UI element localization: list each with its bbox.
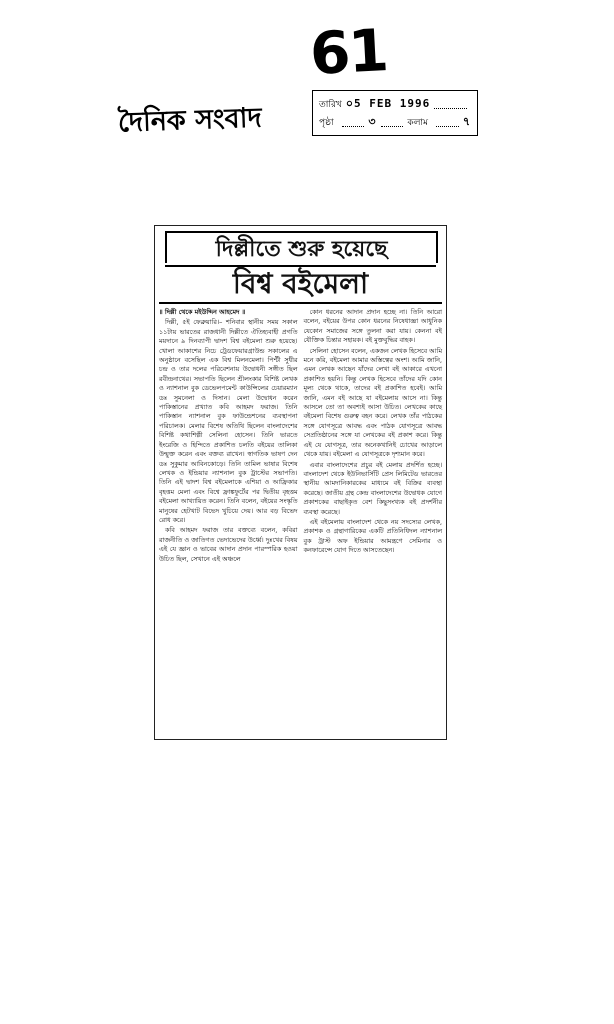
newspaper-clipping <box>154 225 447 740</box>
article-byline: ॥ দিল্লী থেকে মইউদ্দিন আহমেদ ॥ <box>159 308 246 316</box>
article-paragraph: কবি আহমদ ফরাজ তার বক্তব্যে বলেন, কবিরা রাজনীতি ও জাতিগত ভেদাভেদের উর্ধ্বে। দুঃখের বিষয় এই যে জ্ঞান ও ভাবের আদান প্রদান পারস্পরিক হওয়া উচিত ছিল, সেখানে এই অঞ্চলে <box>159 526 298 563</box>
date-stamp <box>312 90 478 136</box>
date-value: ০5 FEB 1996 <box>345 96 431 110</box>
page-value: ৩ <box>368 114 377 128</box>
headline-box <box>165 231 438 263</box>
article-paragraph: সেলিনা হোসেন বলেন, একজন লেখক হিসেবে আমি মনে করি, বইমেলা আমার অস্তিত্বের অংশ। আমি জানি, এমন লেখক আছেন যাঁদের লেখা বই আকারে এখনো প্রকাশিত হয়নি। কিন্তু লেখক হিসেবে তাঁদের যদি কোন মূল্য থেকে থাকে, তাদের বই প্রকাশিত হবেই। আমি জানি, এমন বই আছে যা বইমেলায় আসে না। কিন্তু আসলে তো তা অবশ্যই আসা উচিত। লেখকের কাছে বইমেলা বিশেষ গুরুত্ব বহন করে। লেখক তাঁর পাঠকের সঙ্গে যোগসূত্রে আবদ্ধ এবং পাঠক যোগসূত্রে আবদ্ধ সেপ্রতিষ্ঠানের সঙ্গে যা লেখকের বই প্রকাশ করে। কিন্তু এই যে যোগসূত্র, তার অনেকখানিই চোখের আড়ালে থেকে যায়। বইমেলা এ যোগসূত্রকে দৃশ্যমান করে। <box>303 346 442 459</box>
page-fill-line-2 <box>381 118 404 127</box>
article-left-column <box>159 308 298 565</box>
article-right-column <box>304 308 443 565</box>
headline-line-1: দিল্লীতে শুরু হয়েছে <box>215 237 388 262</box>
article-paragraph: এবার বাংলাদেশের প্রচুর বই মেলায় প্রদর্শিত হচ্ছে। বাংলাদেশ থেকে ইউনিভার্সিটি প্রেস লিমিটেড ভারতের স্থানীয় আমদানিকারকের মাধ্যমে বই বিক্রির ব্যবস্থা করেছে। জাতীয় গ্রন্থ কেন্দ্র বাংলাদেশের উদ্বোধক যোগে প্রকাশকের বাছাইকৃত বেশ কিছুসংখ্যক বই প্রদর্শনীর ব্যবস্থা করেছে। <box>303 460 442 516</box>
column-value: ৭ <box>462 114 472 128</box>
date-row <box>319 95 471 113</box>
headline-line-2: বিশ্ব বইমেলা <box>232 267 369 300</box>
article-paragraph: দিল্লী, ৫ই ফেব্রুয়ারি।– শনিবার স্থানীয় সময় সকাল ১১টায় ভারতের রাজধানী দিল্লীতে ঐতিহ্যবাহী প্রগতি ময়দানে ৯ দিনব্যাপী দ্বাদশ বিশ্ব বইমেলা শুরু হয়েছে। খোলা আকাশের নিচে ট্রেডফেয়ারগ্রাউন্ড সকালের এ অনুষ্ঠানে বসেছিল এক বিশ্ব মিলনমেলা। পিন্টী সুধীর চন্দ্র ও তার দলের পরিবেশনায় উদ্বোধনী সঙ্গীত ছিল রবীন্দ্রনাথের। সভাপতি ছিলেন শ্রীলংকার বিশিষ্ট লেখক ও ন্যাশনাল বুক ডেভেলপমেন্ট কাউন্সিলের চেয়ারম্যান ডঃ সুমনেলা ও দিসান। মেলা উদ্বোধন করেন পাকিস্তানের প্রখ্যাত কবি আহমদ ফরাজ। তিনি পাকিস্তান ন্যাশনাল বুক ফাউন্ডেশনের ব্যবস্থাপনা পরিচালক। মেলার বিশেষ অতিথি ছিলেন বাংলাদেশের বিশিষ্ট কথাশিল্পী সেলিনা হোসেন। তিনি ভারতে ইংরেজি ও হিন্দিতে প্রকাশিত চলতি বইয়ের তালিকা উন্মুক্ত করেন এবং বক্তব্য রাখেন। স্বাগতিক ভাষণ দেন ডঃ সুকুমার আবিনকোড়ে। তিনি তামিল ভাষার বিশেষ লেখক ও ইন্ডিয়ার ন্যাশনাল বুক ট্রাস্টের সভাপতি। তিনি এই দ্বাদশ বিশ্ব বইমেলাকে এশিয়া ও আফ্রিকার বৃহত্তম মেলা এবং বিশ্বে ফ্রাঙ্কফুর্টের পর দ্বিতীয় বৃহত্তম বইমেলা আখ্যায়িত করেন। তিনি বলেন, বইয়ের সংস্কৃতি মানুষের হেটখাট বিভেদ খুচিয়ে দেয়। আর বড় বিভেদ রোধ করে। <box>159 318 298 524</box>
date-label: তারিখ <box>319 99 342 110</box>
newspaper-masthead: দৈনিক সংবাদ <box>117 102 263 139</box>
date-fill-line <box>434 100 467 109</box>
page-column-row <box>319 113 471 131</box>
article-paragraph: এই বইমেলায় বাংলাদেশ থেকে নয় সদস্যের লেখক, প্রকাশক ও গ্রন্থাগারিকের একটি প্রতিনিধিদল ন্যাশনাল বুক ট্রাস্ট অফ ইন্ডিয়ার আমন্ত্রণে সেমিনার ও কনফারেন্সে যোগ দিতে আসতেছেন। <box>303 517 442 555</box>
column-fill-line <box>436 118 459 127</box>
article-paragraph: কোন ধরনের আদান প্রদান হচ্ছে না। তিনি আরো বলেন, বইয়ের উপর কোন ধরনের নিষেধাজ্ঞা আধুনিক যেকোন সমাজের সঙ্গে তুলনা করা যায়। কেননা বই যৌক্তিক চিন্তার সহায়ক। বই মুক্তবুদ্ধির বাহক। <box>303 308 442 345</box>
article-columns <box>155 304 446 565</box>
column-label: কলাম <box>407 117 429 128</box>
page-label: পৃষ্ঠা <box>319 117 334 128</box>
page-number: 61 <box>308 16 389 88</box>
page-fill-line <box>342 118 365 127</box>
